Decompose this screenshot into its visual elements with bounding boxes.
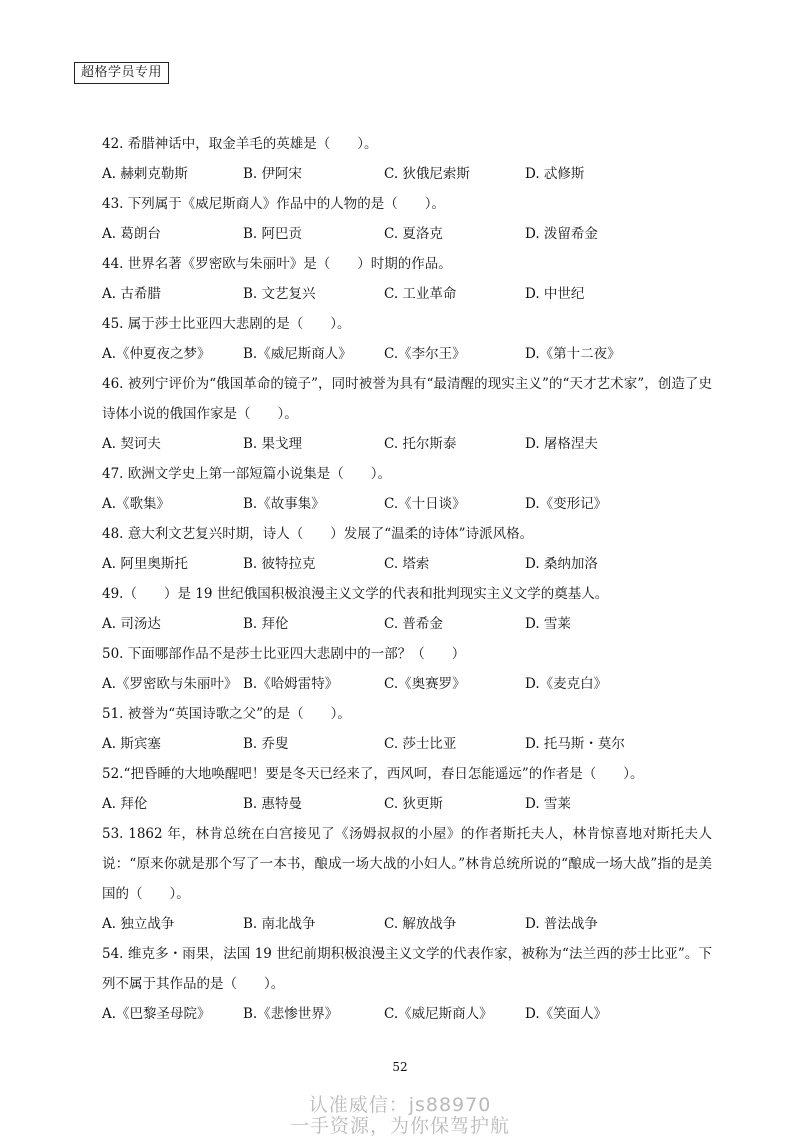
option-d: D. 普法战争: [525, 916, 598, 932]
question-text: 43. 下列属于《威尼斯商人》作品中的人物的是（ ）。: [102, 196, 446, 212]
option-c: C.《十日谈》: [384, 496, 466, 512]
option-a: A.《巴黎圣母院》: [102, 1006, 211, 1022]
option-a: A. 赫剌克勒斯: [102, 166, 188, 182]
options-row: [102, 549, 712, 579]
option-a: A.《歌集》: [102, 496, 171, 512]
option-a: A. 斯宾塞: [102, 736, 161, 752]
options-row: [102, 729, 712, 759]
option-b: B. 惠特曼: [243, 796, 303, 812]
option-b: B.《悲惨世界》: [243, 1006, 339, 1022]
option-b: B. 彼特拉克: [243, 556, 316, 572]
option-c: C. 狄更斯: [384, 796, 443, 812]
option-d: D.《变形记》: [525, 496, 608, 512]
option-d: D. 忒修斯: [525, 166, 585, 182]
question-text: 50. 下面哪部作品不是莎士比亚四大悲剧中的一部？（ ）: [102, 646, 466, 662]
option-d: D. 桑纳加洛: [525, 556, 598, 572]
option-c: C. 工业革命: [384, 286, 457, 302]
options-row: [102, 789, 712, 819]
options-row: [102, 669, 712, 699]
option-b: B.《威尼斯商人》: [243, 346, 352, 362]
option-b: B. 文艺复兴: [243, 286, 316, 302]
question-text: 42. 希腊神话中，取金羊毛的英雄是（ ）。: [102, 136, 378, 152]
option-a: A.《罗密欧与朱丽叶》: [102, 676, 238, 692]
question-text: 47. 欧洲文学史上第一部短篇小说集是（ ）。: [102, 466, 392, 482]
option-b: B.《故事集》: [243, 496, 325, 512]
question-text: 44. 世界名著《罗密欧与朱丽叶》是（ ）时期的作品。: [102, 256, 452, 272]
option-c: C. 解放战争: [384, 916, 457, 932]
watermark-line-2: 一手资源，为你保驾护航: [289, 1115, 510, 1137]
option-c: C. 狄俄尼索斯: [384, 166, 470, 182]
option-a: A. 葛朗台: [102, 226, 161, 242]
option-b: B.《哈姆雷特》: [243, 676, 339, 692]
question-text: 53. 1862 年，林肯总统在白宫接见了《汤姆叔叔的小屋》的作者斯托夫人，林肯惊喜地对斯托夫人说：“原来你就是那个写了一本书，酿成一场大战的小妇人。”林肯总统所说的“酿成一场大战”指的是美国的（ ）。: [102, 826, 712, 902]
question-text: 51. 被誉为“英国诗歌之父”的是（ ）。: [102, 706, 351, 722]
option-b: B. 果戈理: [243, 436, 303, 452]
options-row: [102, 219, 712, 249]
option-d: D. 屠格涅夫: [525, 436, 598, 452]
question-list: [102, 129, 712, 1029]
option-b: B. 南北战争: [243, 916, 316, 932]
option-a: A. 古希腊: [102, 286, 161, 302]
question-text: 45. 属于莎士比亚四大悲剧的是（ ）。: [102, 316, 351, 332]
question-53: [102, 819, 712, 939]
option-d: D. 中世纪: [525, 286, 585, 302]
question-52: [102, 759, 712, 819]
option-b: B. 阿巴贡: [243, 226, 303, 242]
question-46: [102, 369, 712, 459]
question-49: [102, 579, 712, 639]
question-50: [102, 639, 712, 699]
options-row: [102, 909, 712, 939]
option-c: C. 莎士比亚: [384, 736, 457, 752]
question-text: 52.“把昏睡的大地唤醒吧！要是冬天已经来了，西风呵，春日怎能遥远”的作者是（ ）。: [102, 766, 644, 782]
question-44: [102, 249, 712, 309]
options-row: [102, 159, 712, 189]
option-d: D. 托马斯・莫尔: [525, 736, 625, 752]
options-row: [102, 429, 712, 459]
option-a: A. 独立战争: [102, 916, 175, 932]
option-b: B. 拜伦: [243, 616, 289, 632]
options-row: [102, 489, 712, 519]
page-number: 52: [392, 1060, 408, 1074]
options-row: [102, 999, 712, 1029]
option-d: D.《笑面人》: [525, 1006, 608, 1022]
options-row: [102, 339, 712, 369]
question-51: [102, 699, 712, 759]
question-54: [102, 939, 712, 1029]
option-d: D. 雪莱: [525, 796, 571, 812]
question-text: 54. 维克多・雨果，法国 19 世纪前期积极浪漫主义文学的代表作家，被称为“法兰西的莎士比亚”。下列不属于其作品的是（ ）。: [102, 946, 712, 992]
option-a: A. 司汤达: [102, 616, 161, 632]
option-b: B. 乔叟: [243, 736, 289, 752]
options-row: [102, 279, 712, 309]
question-text: 48. 意大利文艺复兴时期，诗人（ ）发展了“温柔的诗体”诗派风格。: [102, 526, 534, 542]
option-d: D. 泼留希金: [525, 226, 598, 242]
exclusive-badge: 超格学员专用: [74, 62, 169, 84]
option-c: C. 普希金: [384, 616, 443, 632]
question-43: [102, 189, 712, 249]
question-text: 46. 被列宁评价为“俄国革命的镜子”，同时被誉为具有“最清醒的现实主义”的“天才艺术家”，创造了史诗体小说的俄国作家是（ ）。: [102, 376, 712, 422]
question-45: [102, 309, 712, 369]
option-a: A.《仲夏夜之梦》: [102, 346, 211, 362]
option-d: D.《麦克白》: [525, 676, 608, 692]
option-c: C. 夏洛克: [384, 226, 443, 242]
option-c: C.《威尼斯商人》: [384, 1006, 493, 1022]
option-c: C. 托尔斯泰: [384, 436, 457, 452]
option-d: D. 雪莱: [525, 616, 571, 632]
option-d: D.《第十二夜》: [525, 346, 621, 362]
question-42: [102, 129, 712, 189]
watermark-line-1: 认准威信：js88970: [308, 1094, 492, 1116]
option-a: A. 拜伦: [102, 796, 148, 812]
question-48: [102, 519, 712, 579]
option-c: C.《奥赛罗》: [384, 676, 466, 692]
question-text: 49.（ ）是 19 世纪俄国积极浪漫主义文学的代表和批判现实主义文学的奠基人。: [102, 586, 609, 602]
option-a: A. 阿里奥斯托: [102, 556, 188, 572]
option-c: C. 塔索: [384, 556, 430, 572]
options-row: [102, 609, 712, 639]
option-c: C.《李尔王》: [384, 346, 466, 362]
option-b: B. 伊阿宋: [243, 166, 303, 182]
option-a: A. 契诃夫: [102, 436, 161, 452]
question-47: [102, 459, 712, 519]
